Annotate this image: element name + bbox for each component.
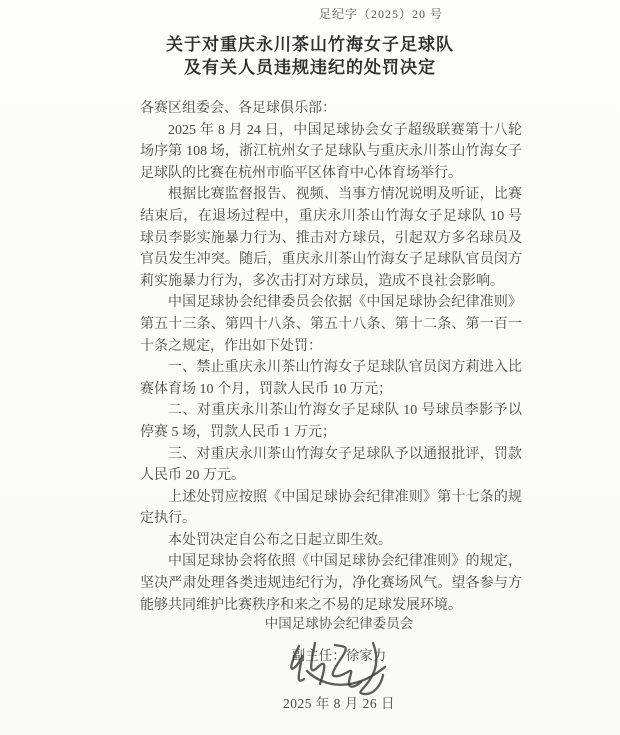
paragraph: 二、对重庆永川茶山竹海女子足球队 10 号球员李影予以停赛 5 场，罚款人民币 1 万元； (140, 403, 522, 440)
paragraph: 中国足球协会纪律委员会依据《中国足球协会纪律准则》第五十三条、第四十八条、第五十八条、第十二条、第一百一十条之规定，作出如下处罚： (140, 295, 522, 354)
document-body (140, 98, 522, 616)
paragraph: 上述处罚应按照《中国足球协会纪律准则》第十七条的规定执行。 (140, 489, 522, 527)
paragraph: 一、禁止重庆永川茶山竹海女子足球队官员闵方莉进入比赛体育场 10 个月，罚款人民币 10 万元； (140, 360, 522, 397)
document-title-line1: 关于对重庆永川茶山竹海女子足球队 (166, 35, 454, 54)
paragraph: 三、对重庆永川茶山竹海女子足球队予以通报批评，罚款人民币 20 万元。 (140, 446, 522, 484)
signature-block (140, 612, 520, 712)
document-number: 足纪字（2025）20 号 (318, 7, 443, 21)
paragraph-list (140, 120, 522, 617)
paragraph: 中国足球协会将依照《中国足球协会纪律准则》的规定，坚决严肃处理各类违规违纪行为，净化赛场风气。望各参与方能够共同维护比赛秩序和来之不易的足球发展环境。 (140, 554, 522, 613)
document-title-line2: 及有关人员违规违纪的处罚决定 (184, 58, 436, 77)
paragraph: 根据比赛监督报告、视频、当事方情况说明及听证，比赛结束后，在退场过程中，重庆永川茶山竹海女子足球队 10 号球员李影实施暴力行为、推击对方球员，引起双方多名球员及官员发生冲突。随后，重庆永川茶山竹海女子足球队官员闵方莉实施暴力行为，多次击打对方球员，造成不良社会影响。 (140, 187, 522, 289)
paragraph: 2025 年 8 月 24 日，中国足球协会女子超级联赛第十八轮场序第 108 场，浙江杭州女子足球队与重庆永川茶山竹海女子足球队的比赛在杭州市临平区体育中心体育场举行。 (140, 122, 522, 181)
signature-organization: 中国足球协会纪律委员会 (264, 616, 414, 631)
signature-date: 2025 年 8 月 26 日 (282, 696, 396, 711)
signature-signer-line: 副主任：徐家力 (291, 648, 387, 663)
paragraph: 本处罚决定自公布之日起立即生效。 (168, 532, 392, 548)
salutation: 各赛区组委会、各足球俱乐部： (140, 101, 336, 116)
document-title (110, 33, 510, 79)
